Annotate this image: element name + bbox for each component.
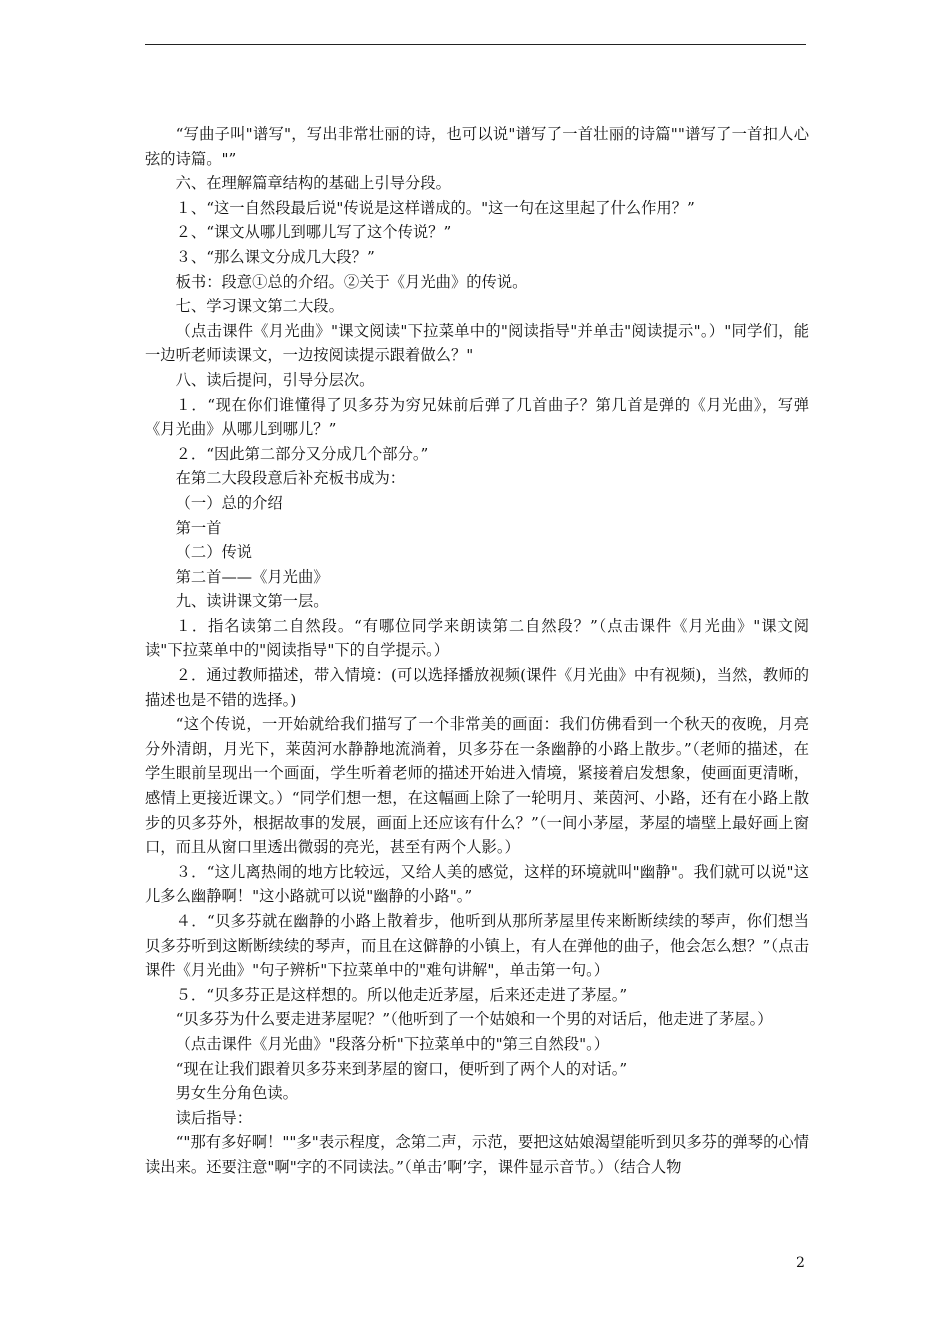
paragraph: “这个传说，一开始就给我们描写了一个非常美的画面：我们仿佛看到一个秋天的夜晚，月亮分外清朗，月光下，莱茵河水静静地流淌着，贝多芬在一条幽静的小路上散步。”（老师的描述，在学生眼前呈现出一个画面，学生听着老师的描述开始进入情境，紧接着启发想象，使画面更清晰，感情上更接近课文。）“同学们想一想，在这幅画上除了一轮明月、莱茵河、小路，还有在小路上散步的贝多芬外，根据故事的发展，画面上还应该有什么？”（一间小茅屋，茅屋的墙壁上最好画上窗口，而且从窗口里透出微弱的亮光，甚至有两个人影。） bbox=[145, 715, 809, 857]
paragraph: 板书：段意①总的介绍。②关于《月光曲》的传说。 bbox=[175, 272, 528, 291]
paragraph: 第一首 bbox=[175, 518, 222, 537]
paragraph: ３．“这儿离热闹的地方比较远，又给人美的感觉，这样的环境就叫"幽静"。我们就可以说"这儿多么幽静啊！"这小路就可以说"幽静的小路"。” bbox=[145, 862, 809, 906]
paragraph: 在第二大段段意后补充板书成为： bbox=[175, 469, 406, 488]
paragraph: 男女生分角色读。 bbox=[175, 1084, 298, 1103]
header-rule bbox=[145, 44, 806, 45]
section-heading: 八、读后提问，引导分层次。 bbox=[175, 370, 375, 389]
paragraph: （点击课件《月光曲》"课文阅读"下拉菜单中的"阅读指导"并单击"阅读提示"。）"同学们，能一边听老师读课文，一边按阅读提示跟着做么？" bbox=[145, 321, 809, 365]
paragraph: “"那有多好啊！""多"表示程度，念第二声，示范，要把这姑娘渴望能听到贝多芬的弹琴的心情读出来。还要注意"啊"字的不同读法。”（单击’啊’字，课件显示音节。）（结合人物 bbox=[145, 1133, 809, 1176]
paragraph: ２．“因此第二部分又分成几个部分。” bbox=[175, 444, 429, 463]
paragraph: ２、“课文从哪儿到哪儿写了这个传说？” bbox=[175, 223, 452, 242]
paragraph: １．“现在你们谁懂得了贝多芬为穷兄妹前后弹了几首曲子？第几首是弹的《月光曲》，写弹《月光曲》从哪儿到哪儿？” bbox=[145, 395, 809, 439]
paragraph: “贝多芬为什么要走进茅屋呢？”（他听到了一个姑娘和一个男的对话后，他走进了茅屋。） bbox=[175, 1010, 773, 1029]
paragraph: （一）总的介绍 bbox=[175, 493, 283, 512]
paragraph: “写曲子叫"谱写"，写出非常壮丽的诗，也可以说"谱写了一首壮丽的诗篇""谱写了一首扣人心弦的诗篇。"” bbox=[145, 125, 809, 168]
paragraph: ２．通过教师描述，带入情境：(可以选择播放视频(课件《月光曲》中有视频)，当然，教师的描述也是不错的选择。) bbox=[145, 666, 809, 709]
section-heading: 七、学习课文第二大段。 bbox=[175, 297, 344, 316]
paragraph: （点击课件《月光曲》"段落分析"下拉菜单中的"第三自然段"。） bbox=[175, 1034, 610, 1053]
document-body bbox=[145, 122, 809, 1180]
paragraph: １．指名读第二自然段。“有哪位同学来朗读第二自然段？”（点击课件《月光曲》"课文阅读"下拉菜单中的"阅读指导"下的自学提示。） bbox=[145, 616, 809, 660]
section-heading: 六、在理解篇章结构的基础上引导分段。 bbox=[175, 174, 451, 193]
paragraph: ５．“贝多芬正是这样想的。所以他走近茅屋，后来还走进了茅屋。” bbox=[175, 985, 628, 1004]
paragraph: “现在让我们跟着贝多芬来到茅屋的窗口，便听到了两个人的对话。” bbox=[175, 1059, 628, 1078]
page-number: 2 bbox=[796, 1255, 805, 1271]
paragraph: 读后指导： bbox=[175, 1108, 253, 1127]
paragraph: ３、“那么课文分成几大段？” bbox=[175, 247, 375, 266]
paragraph: ４．“贝多芬就在幽静的小路上散着步，他听到从那所茅屋里传来断断续续的琴声，你们想当贝多芬听到这断断续续的琴声，而且在这僻静的小镇上，有人在弹他的曲子，他会怎么想？”（点击课件《月光曲》"句子辨析"下拉菜单中的"难句讲解"，单击第一句。） bbox=[145, 912, 809, 980]
paragraph: （二）传说 bbox=[175, 543, 253, 562]
paragraph: １、“这一自然段最后说"传说是这样谱成的。"这一句在这里起了什么作用？” bbox=[175, 198, 695, 217]
paragraph: 第二首——《月光曲》 bbox=[175, 567, 329, 586]
section-heading: 九、读讲课文第一层。 bbox=[175, 592, 329, 611]
